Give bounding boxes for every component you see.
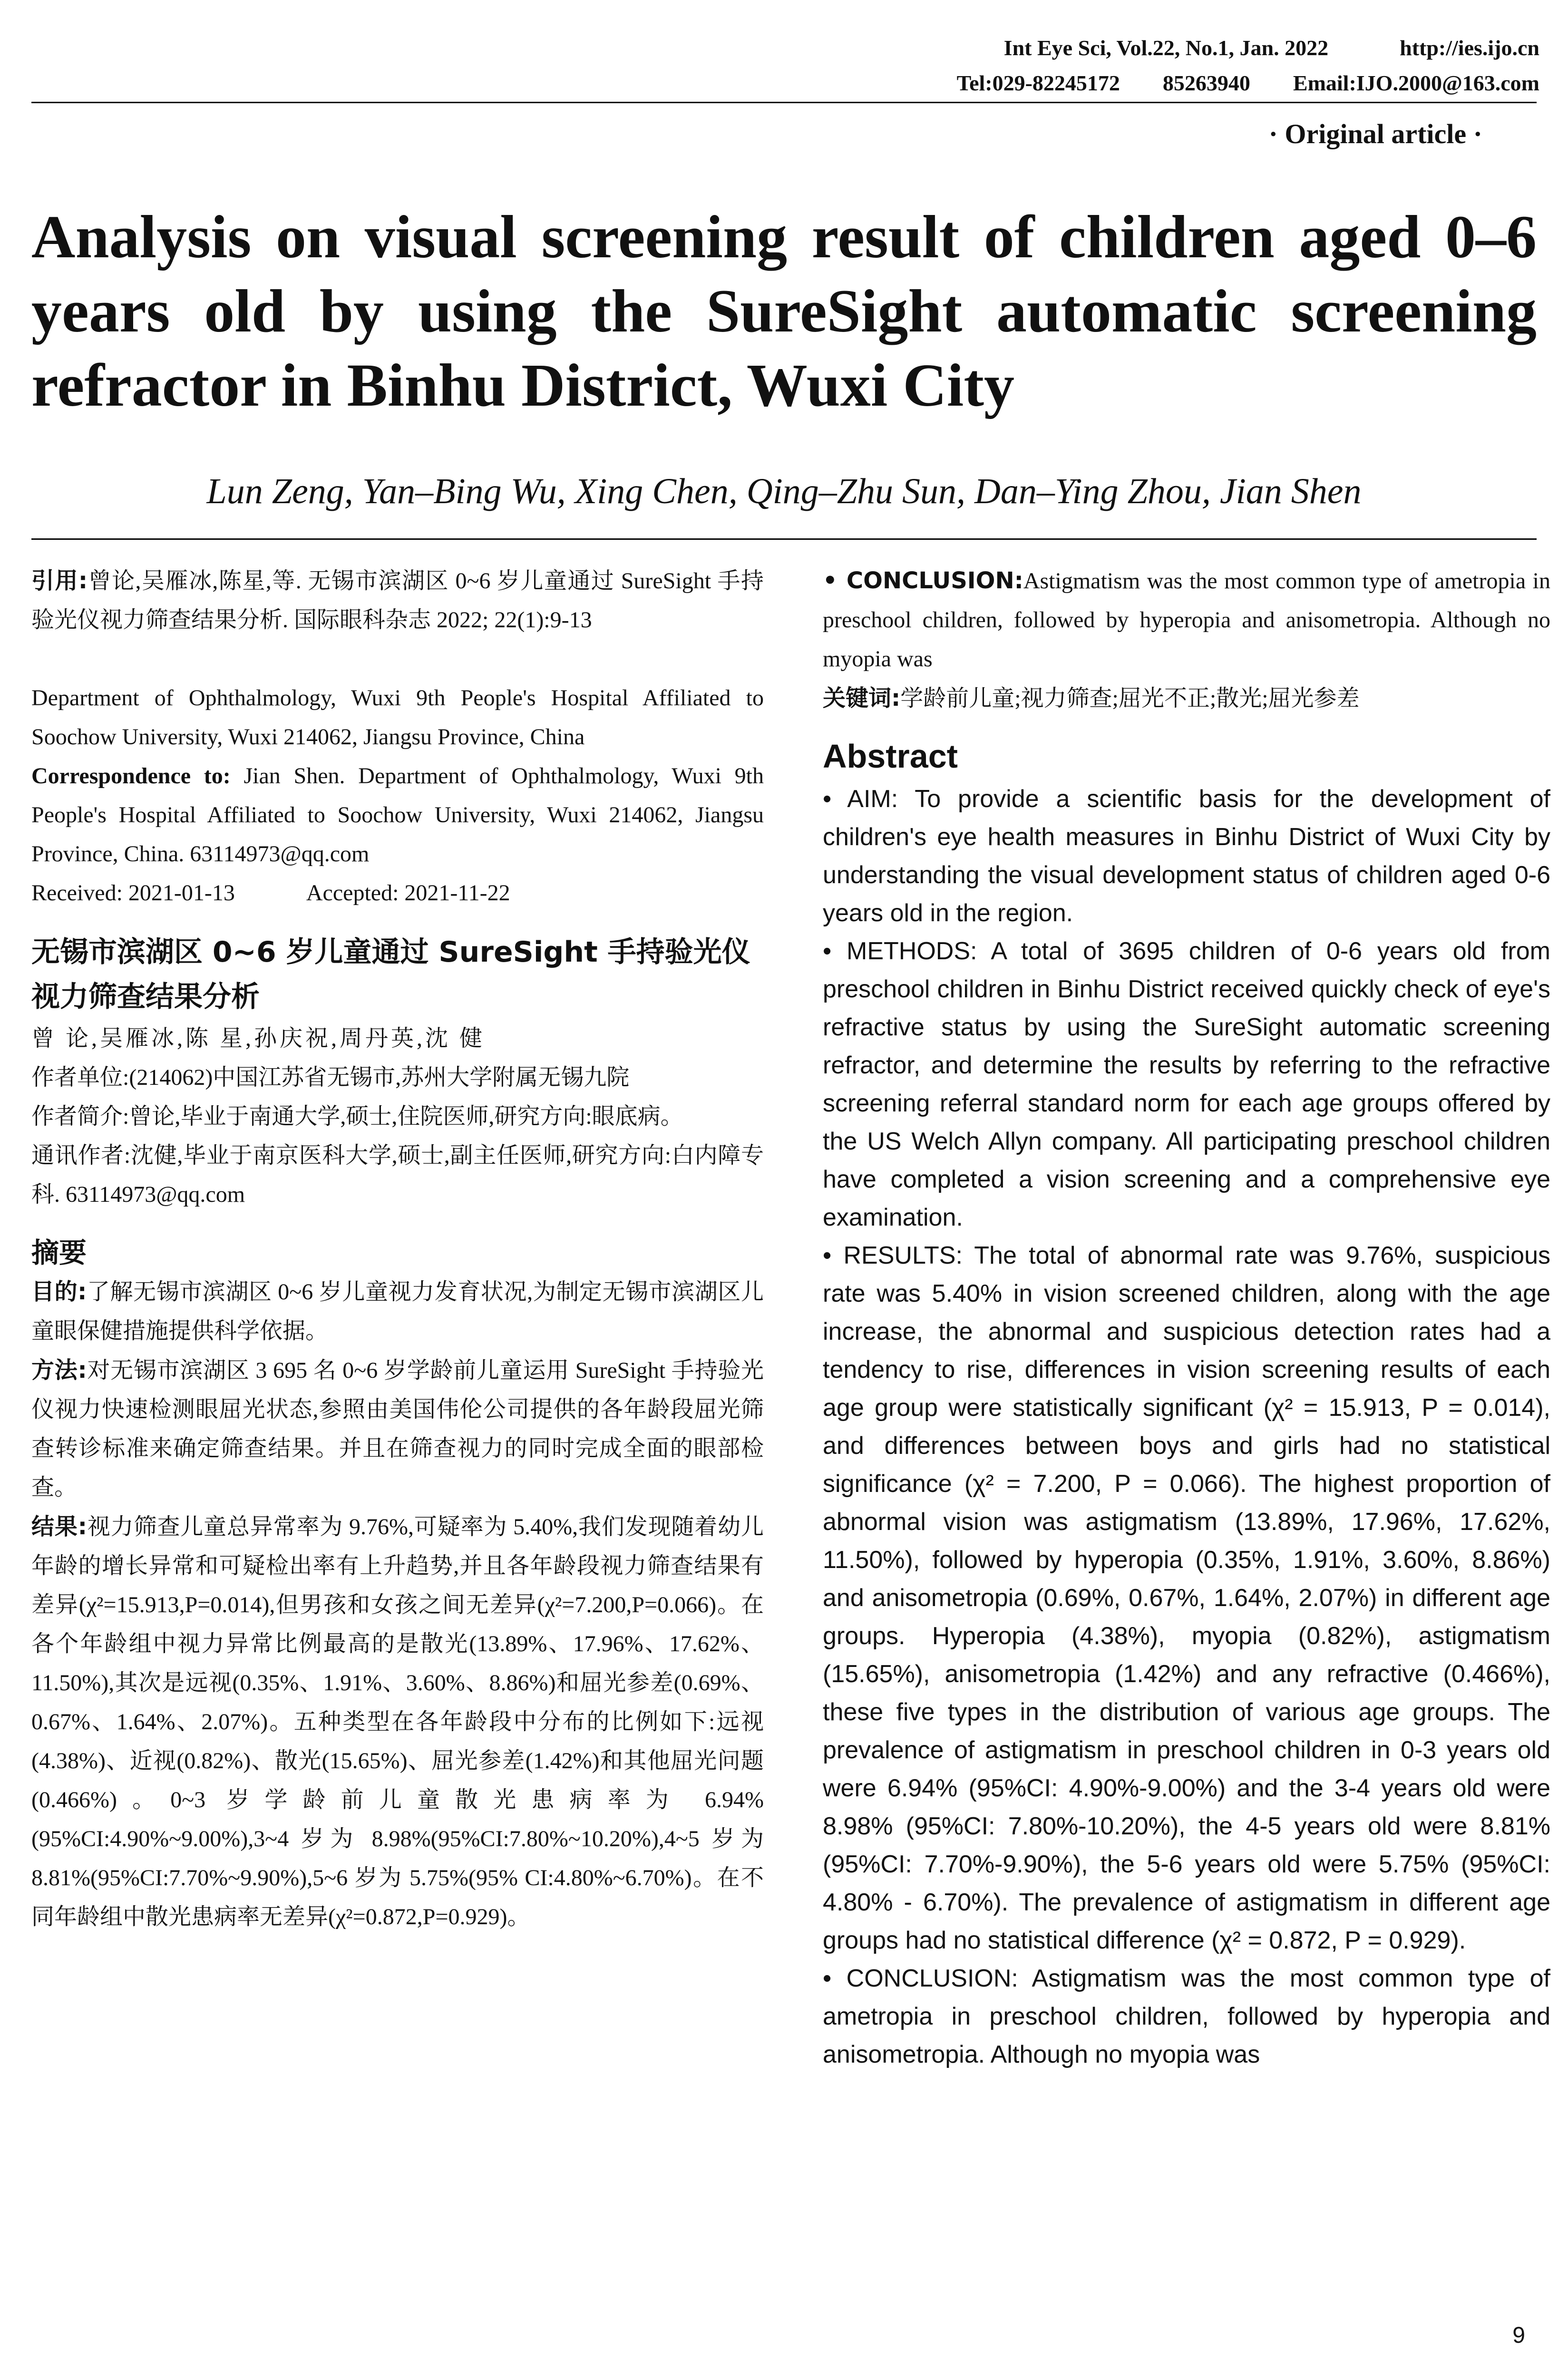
en-conclusion-text: Astigmatism was the most common type of ametropia in preschool children, followed by hyperopia and anisometropia. Although no myopia was — [823, 1965, 1550, 2068]
cn-results — [31, 1507, 764, 1937]
article-title: Analysis on visual screening result of children aged 0–6 years old by using the SureSight automatic screening refractor in Binhu District, Wuxi City — [31, 203, 1537, 419]
journal-url[interactable]: http://ies.ijo.cn — [1400, 36, 1539, 60]
cn-aim-text: 了解无锡市滨湖区 0~6 岁儿童视力发育状况,为制定无锡市滨湖区儿童眼保健措施提供科学依据。 — [31, 1279, 764, 1344]
cn-keywords — [823, 679, 1550, 718]
en-methods-label: • METHODS: — [823, 937, 977, 965]
department: Department of Ophthalmology, Wuxi 9th People's Hospital Affiliated to Soochow University, Wuxi 214062, Jiangsu Province, China — [31, 685, 764, 750]
journal-citation: Int Eye Sci, Vol.22, No.1, Jan. 2022 — [1003, 36, 1329, 60]
cn-conclusion — [823, 561, 1550, 679]
en-conclusion — [823, 1959, 1550, 2074]
author-list: Lun Zeng, Yan–Bing Wu, Xing Chen, Qing–Zhu Sun, Dan–Ying Zhou, Jian Shen — [206, 471, 1362, 511]
chinese-title: 无锡市滨湖区 0~6 岁儿童通过 SureSight 手持验光仪视力筛查结果分析 — [31, 935, 750, 1013]
en-results-label: • RESULTS: — [823, 1242, 963, 1269]
english-abstract-heading: Abstract — [823, 738, 958, 775]
cn-methods-label: 方法: — [31, 1357, 87, 1383]
cn-methods — [31, 1351, 764, 1507]
english-abstract — [823, 780, 1550, 2074]
en-results-text: The total of abnormal rate was 9.76%, suspicious rate was 5.40% in vision screened children, along with the age increase, the abnormal and suspicious detection rates had a tendency to rise, differences in vision screening results of each age group were statistically significant (χ² = 15.913, P = 0.014), and differences between boys and girls had no statistical significance (χ² = 7.200, P = 0.066). The highest proportion of abnormal vision was astigmatism (13.89%, 17.96%, 17.62%, 11.50%), followed by hyperopia (0.35%, 1.91%, 3.60%, 8.86%) and anisometropia (0.69%, 0.67%, 1.64%, 2.07%) in different age groups. Hyperopia (4.38%), myopia (0.82%), astigmatism (15.65%), anisometropia (1.42%) and any refractive (0.466%), these five types in the distribution of various age groups. The prevalence of astigmatism in preschool children in 0-3 years old were 6.94% (95%CI: 4.90%-9.00%) and the 3-4 years old were 8.98% (95%CI: 7.80%-10.20%), the 4-5 years old were 8.81% (95%CI: 7.70%-9.90%), the 5-6 years old were 5.75% (95%CI: 4.80% - 6.70%). The prevalence of astigmatism in different age groups had no statistical difference (χ² = 0.872, P = 0.929). — [823, 1242, 1550, 1954]
cn-keywords-label: 关键词: — [823, 685, 901, 711]
journal-email[interactable]: Email:IJO.2000@163.com — [1293, 71, 1539, 95]
journal-tel2: 85263940 — [1162, 71, 1250, 95]
en-aim-text: To provide a scientific basis for the development of children's eye health measures in Binhu District of Wuxi City by understanding the visual development status of children aged 0-6 years old in the region. — [823, 785, 1550, 927]
chinese-abstract-heading: 摘要 — [31, 1237, 87, 1269]
right-column — [823, 561, 1550, 2074]
received-date: Received: 2021-01-13 — [31, 880, 235, 906]
cn-conclusion-label: • CONCLUSION: — [823, 567, 1023, 594]
left-column — [31, 561, 764, 1937]
citation-label: 引用: — [31, 567, 88, 594]
correspondence — [31, 757, 764, 874]
author-bio: 作者简介:曾论,毕业于南通大学,硕士,住院医师,研究方向:眼底病。 — [31, 1104, 683, 1129]
en-methods — [823, 932, 1550, 1237]
en-conclusion-label: • CONCLUSION: — [823, 1965, 1018, 1992]
correspondence-label: Correspondence to: — [31, 763, 231, 789]
en-aim-label: • AIM: — [823, 785, 898, 813]
title-rule — [31, 538, 1537, 540]
corresponding-author: 通讯作者:沈健,毕业于南京医科大学,硕士,副主任医师,研究方向:白内障专科. 63114973@qq.com — [31, 1143, 764, 1207]
accepted-date: Accepted: 2021-11-22 — [306, 880, 510, 906]
journal-tel: Tel:029-82245172 — [956, 71, 1120, 95]
cn-results-label: 结果: — [31, 1513, 87, 1540]
citation-text: 曾论,吴雁冰,陈星,等. 无锡市滨湖区 0~6 岁儿童通过 SureSight 手持验光仪视力筛查结果分析. 国际眼科杂志 2022; 22(1):9-13 — [31, 568, 764, 633]
cn-conclusion-text: Astigmatism was the most common type of ametropia in preschool children, followed by hyperopia and anisometropia. Although no myopia was — [823, 568, 1551, 672]
journal-header — [957, 30, 1539, 101]
cn-aim — [31, 1272, 764, 1351]
cn-keywords-text: 学龄前儿童;视力筛查;屈光不正;散光;屈光参差 — [900, 686, 1360, 711]
page-number: 9 — [1512, 2323, 1525, 2348]
dates — [31, 874, 764, 913]
en-methods-text: A total of 3695 children of 0-6 years old from preschool children in Binhu District received quickly check of eye's refractive status by using the SureSight automatic screening refractor, and determine the results by referring to the refractive screening referral standard norm for each age groups offered by the US Welch Allyn company. All participating preschool children have completed a vision screening and a comprehensive eye examination. — [823, 937, 1550, 1231]
en-aim — [823, 780, 1550, 932]
header-rule — [31, 102, 1537, 103]
cn-results-text: 视力筛查儿童总异常率为 9.76%,可疑率为 5.40%,我们发现随着幼儿年龄的增长异常和可疑检出率有上升趋势,并且各年龄段视力筛查结果有差异(χ²=15.913,P=0.014),但男孩和女孩之间无差异(χ²=7.200,P=0.066)。在各个年龄组中视力异常比例最高的是散光(13.89%、17.96%、17.62%、11.50%),其次是远视(0.35%、1.91%、3.60%、8.86%)和屈光参差(0.69%、0.67%、1.64%、2.07%)。五种类型在各年龄段中分布的比例如下:远视(4.38%)、近视(0.82%)、散光(15.65%)、屈光参差(1.42%)和其他屈光问题(0.466%)。0~3 岁学龄前儿童散光患病率为 6.94%(95%CI:4.90%~9.00%),3~4 岁为 8.98%(95%CI:7.80%~10.20%),4~5 岁为 8.81%(95%CI:7.70%~9.90%),5~6 岁为 5.75%(95% CI:4.80%~6.70%)。在不同年龄组中散光患病率无差异(χ²=0.872,P=0.929)。 — [31, 1514, 764, 1929]
article-type: · Original article · — [1268, 118, 1482, 149]
cn-methods-text: 对无锡市滨湖区 3 695 名 0~6 岁学龄前儿童运用 SureSight 手持验光仪视力快速检测眼屈光状态,参照由美国伟伦公司提供的各年龄段屈光筛查转诊标准来确定筛查结果。并且在筛查视力的同时完成全面的眼部检查。 — [31, 1358, 764, 1500]
en-results — [823, 1237, 1550, 1959]
citation — [31, 561, 764, 640]
author-unit: 作者单位:(214062)中国江苏省无锡市,苏州大学附属无锡九院 — [31, 1065, 630, 1090]
cn-aim-label: 目的: — [31, 1278, 87, 1305]
correspondence-text: Jian Shen. Department of Ophthalmology, Wuxi 9th People's Hospital Affiliated to Soochow University, Wuxi 214062, Jiangsu Province, China. 63114973@qq.com — [31, 763, 764, 867]
chinese-authors: 曾 论,吴雁冰,陈 星,孙庆祝,周丹英,沈 健 — [31, 1026, 486, 1051]
